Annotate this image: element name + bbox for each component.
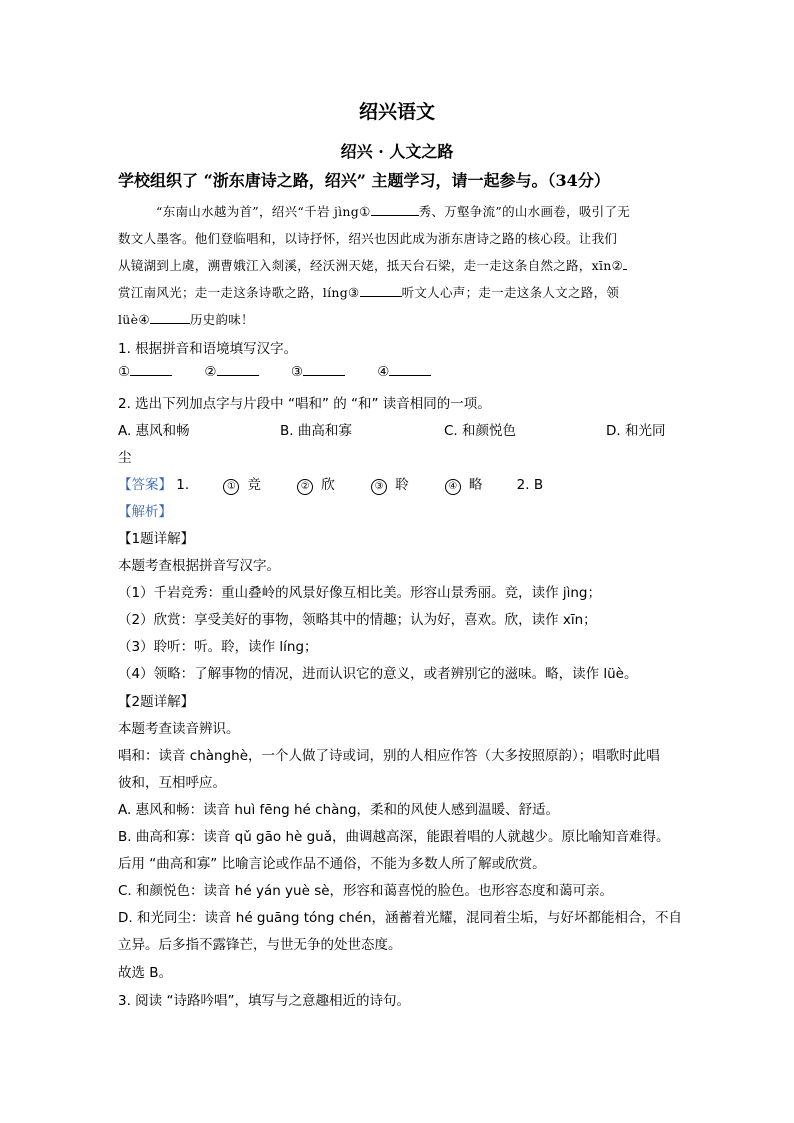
answer-row: 【答案】 1. ① 竞 ② 欣 ③ 聆 ④ 略 2. B — [118, 477, 544, 493]
passage-line-1: “东南山水越为首”，绍兴“千岩 jìng① 秀、万壑争流”的山水画卷，吸引了无 — [156, 204, 631, 219]
detail-1-item: （3）聆听：听。聆，读作 líng； — [118, 639, 318, 655]
detail-2-line: C. 和颜悦色：读音 hé yán yuè sè，形容和蔼喜悦的脸色。也形容态度和蔼可亲。 — [118, 883, 614, 899]
passage-line-3: 从镜湖到上虞，溯曹娥江入剡溪，经沃洲天姥，抵天台石梁，走一走这条自然之路，xīn② — [118, 252, 678, 279]
passage-line-4: 赏江南风光；走一走这条诗歌之路，líng③ 听文人心声；走一走这条人文之路，领 — [118, 285, 620, 300]
option-c: C. 和颜悦色 — [444, 423, 517, 439]
option-b: B. 曲高和寡 — [280, 423, 352, 439]
detail-2-label: 【2题详解】 — [118, 694, 195, 710]
answer-label: 【答案】 — [118, 477, 172, 493]
passage — [118, 198, 678, 333]
question-1-blanks: ① ② ③ ④ — [118, 364, 431, 380]
option-a: A. 惠风和畅 — [118, 423, 190, 439]
page-subtitle: 绍兴 · 人文之路 — [340, 142, 454, 161]
question-2: 2. 选出下列加点字与片段中 “唱和” 的 “和” 读音相同的一项。 — [118, 396, 491, 412]
analysis-label: 【解析】 — [118, 504, 172, 520]
detail-2-line: 后用 “曲高和寡” 比喻言论或作品不通俗，不能为多数人所了解或欣赏。 — [118, 856, 546, 872]
blank-4 — [150, 323, 190, 324]
detail-2-line: 彼和，互相呼应。 — [118, 775, 226, 791]
detail-1-intro: 本题考查根据拼音写汉字。 — [118, 558, 280, 574]
section-heading: 学校组织了 “浙东唐诗之路，绍兴” 主题学习，请一起参与。（34分） — [118, 171, 610, 190]
option-d: D. 和光同 — [606, 423, 666, 439]
detail-2-line: B. 曲高和寡：读音 qǔ gāo hè guǎ，曲调越高深，能跟着唱的人就越少。原比喻知音难得。 — [118, 829, 670, 845]
option-d-wrap: 尘 — [118, 450, 132, 466]
detail-1-item: （1）千岩竞秀：重山叠岭的风景好像互相比美。形容山景秀丽。竞，读作 jìng； — [118, 585, 602, 601]
detail-2-conclusion: 故选 B。 — [118, 965, 173, 981]
detail-2-line: 立异。后多指不露锋芒，与世无争的处世态度。 — [118, 937, 402, 953]
detail-2-line: 唱和：读音 chànghè，一个人做了诗或词，别的人相应作答（大多按照原韵）；唱歌时此唱 — [118, 748, 660, 764]
passage-line-2: 数文人墨客。他们登临唱和，以诗抒怀，绍兴也因此成为浙东唐诗之路的核心段。让我们 — [118, 231, 618, 246]
detail-2-intro: 本题考查读音辨识。 — [118, 721, 240, 737]
blank-2 — [623, 269, 627, 270]
question-1: 1. 根据拼音和语境填写汉字。 — [118, 341, 298, 357]
detail-1-item: （4）领略：了解事物的情况，进而认识它的意义，或者辨别它的滋味。略，读作 lüè。 — [118, 666, 638, 682]
detail-2-line: A. 惠风和畅：读音 huì fēng hé chàng，柔和的风使人感到温暖、舒适。 — [118, 802, 560, 818]
blank-3 — [360, 296, 402, 297]
detail-1-item: （2）欣赏：享受美好的事物，领略其中的情趣；认为好，喜欢。欣，读作 xīn； — [118, 612, 597, 628]
detail-1-label: 【1题详解】 — [118, 531, 195, 547]
blank-1 — [371, 215, 419, 216]
question-3: 3. 阅读 “诗路吟唱”，填写与之意趣相近的诗句。 — [118, 993, 410, 1009]
passage-line-5: lüè④ 历史韵味！ — [118, 312, 254, 327]
page-title: 绍兴语文 — [358, 101, 435, 123]
detail-2-line: D. 和光同尘：读音 hé guāng tóng chén，涵蓄着光耀，混同着尘垢，与好坏都能相合，不自 — [118, 910, 683, 926]
